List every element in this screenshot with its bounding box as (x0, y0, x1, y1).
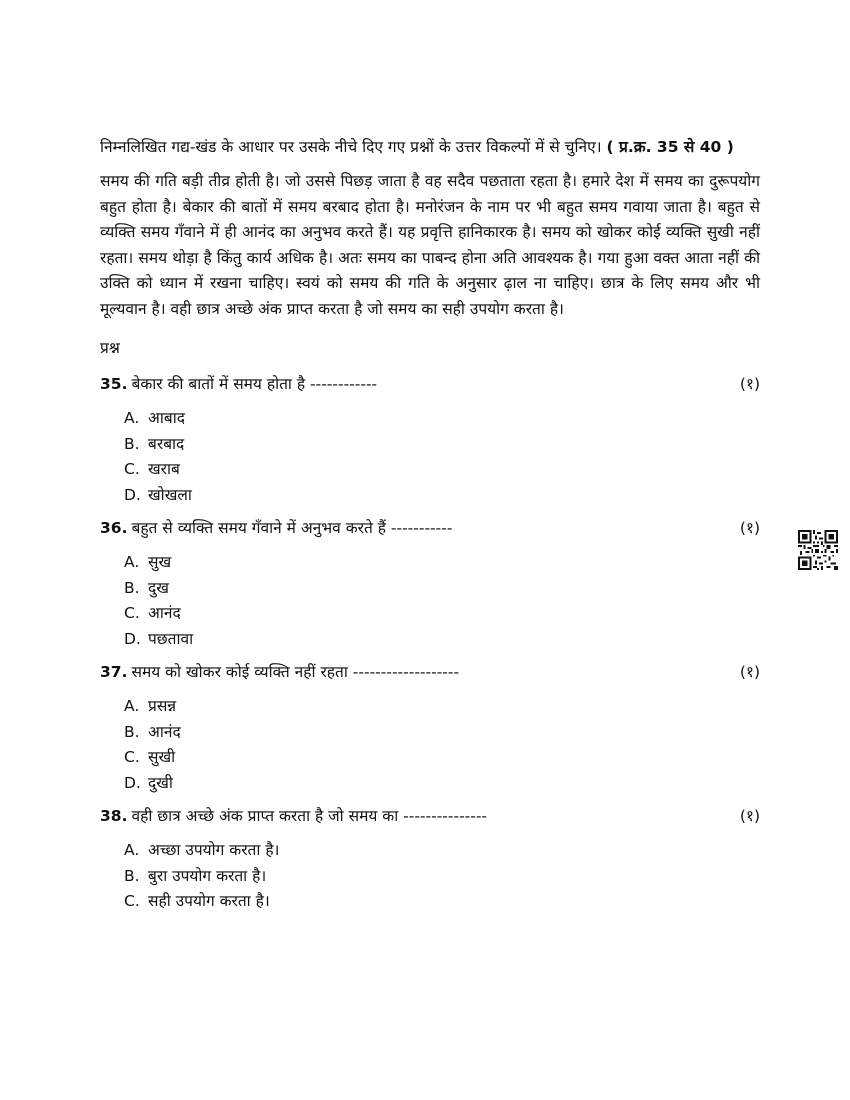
option-item (124, 483, 760, 509)
option-text: सुख (148, 553, 172, 571)
option-text: अच्छा उपयोग करता है। (148, 841, 280, 859)
option-item (124, 720, 760, 746)
option-letter: A. (124, 409, 140, 427)
options-list (100, 694, 760, 796)
option-item (124, 694, 760, 720)
option-letter: D. (124, 773, 141, 792)
option-letter: C. (124, 892, 140, 910)
question-35 (100, 372, 760, 508)
passage: समय की गति बड़ी तीव्र होती है। जो उससे पिछड़ जाता है वह सदैव पछताता रहता है। हमारे देश में समय का दुरूपयोग बहुत होता है। बेकार की बातों में समय बरबाद होता है। मनोरंजन के नाम पर भी बहुत समय गवाया जाता है। बहुत से व्यक्ति समय गँवाने में ही आनंद का अनुभव करते हैं। यह प्रवृत्ति हानिकारक है। समय को खोकर कोई व्यक्ति सुखी नहीं रहता। समय थोड़ा है किंतु कार्य अधिक है। अतः समय का पाबन्द होना अति आवश्यक है। गया हुआ वक्त आता नहीं की उक्ति को ध्यान में रखना चाहिए। स्वयं को समय की गति के अनुसार ढ़ाल ना चाहिए। छात्र के लिए समय और भी मूल्यवान है। वही छात्र अच्छे अंक प्राप्त करता है जो समय का सही उपयोग करता है। (100, 172, 760, 318)
option-text: खराब (148, 460, 180, 478)
option-item (124, 838, 760, 864)
question-line (100, 516, 760, 542)
option-item (124, 406, 760, 432)
option-letter: B. (124, 578, 140, 597)
question-line (100, 660, 760, 686)
option-text: बरबाद (148, 434, 185, 453)
option-letter: C. (124, 460, 140, 478)
question-number: 37. (100, 663, 128, 681)
option-letter: B. (124, 866, 140, 885)
option-item (124, 576, 760, 602)
question-marks: (१) (739, 807, 760, 825)
question-36 (100, 516, 760, 652)
worksheet-page (100, 134, 760, 923)
option-item (124, 550, 760, 576)
option-item (124, 627, 760, 653)
option-letter: D. (124, 485, 141, 504)
section-label: प्रश्न (100, 339, 120, 357)
question-38 (100, 804, 760, 915)
question-text: बहुत से व्यक्ति समय गँवाने में अनुभव करते हैं ----------- (131, 519, 453, 537)
option-item (124, 889, 760, 915)
option-letter: C. (124, 604, 140, 622)
instruction-text: निम्नलिखित गद्य-खंड के आधार पर उसके नीचे दिए गए प्रश्नों के उत्तर विकल्पों में से चुनिए। (100, 138, 602, 156)
option-letter: A. (124, 841, 140, 859)
instruction-reference: ( प्र.क्र. 35 से 40 ) (606, 138, 734, 156)
qr-code-icon (798, 530, 838, 570)
option-text: खोखला (148, 485, 192, 504)
options-list (100, 838, 760, 915)
question-number: 36. (100, 519, 128, 537)
question-37 (100, 660, 760, 796)
question-marks: (१) (739, 663, 760, 681)
option-text: सुखी (148, 748, 176, 766)
option-letter: B. (124, 434, 140, 453)
option-item (124, 601, 760, 627)
question-marks: (१) (739, 375, 760, 393)
option-text: सही उपयोग करता है। (148, 892, 270, 910)
question-number: 38. (100, 807, 128, 825)
option-letter: A. (124, 553, 140, 571)
option-item (124, 457, 760, 483)
question-text: समय को खोकर कोई व्यक्ति नहीं रहता ------------------- (131, 663, 460, 681)
option-text: आबाद (148, 409, 185, 427)
question-text: वही छात्र अच्छे अंक प्राप्त करता है जो समय का --------------- (131, 807, 488, 825)
option-item (124, 432, 760, 458)
option-letter: D. (124, 629, 141, 648)
question-marks: (१) (739, 519, 760, 537)
option-item (124, 864, 760, 890)
option-letter: C. (124, 748, 140, 766)
options-list (100, 550, 760, 652)
option-letter: A. (124, 697, 140, 715)
question-line (100, 372, 760, 398)
option-text: दुख (148, 578, 169, 597)
option-text: दुखी (148, 773, 173, 792)
question-text: बेकार की बातों में समय होता है ------------ (131, 375, 378, 393)
option-text: आनंद (148, 604, 181, 622)
option-item (124, 771, 760, 797)
option-item (124, 745, 760, 771)
option-text: बुरा उपयोग करता है। (148, 866, 267, 885)
option-text: आनंद (148, 722, 181, 741)
option-text: पछतावा (148, 629, 194, 648)
option-letter: B. (124, 722, 140, 741)
option-text: प्रसन्न (148, 697, 177, 715)
options-list (100, 406, 760, 508)
question-line (100, 804, 760, 830)
instruction (100, 134, 760, 161)
question-number: 35. (100, 375, 128, 393)
